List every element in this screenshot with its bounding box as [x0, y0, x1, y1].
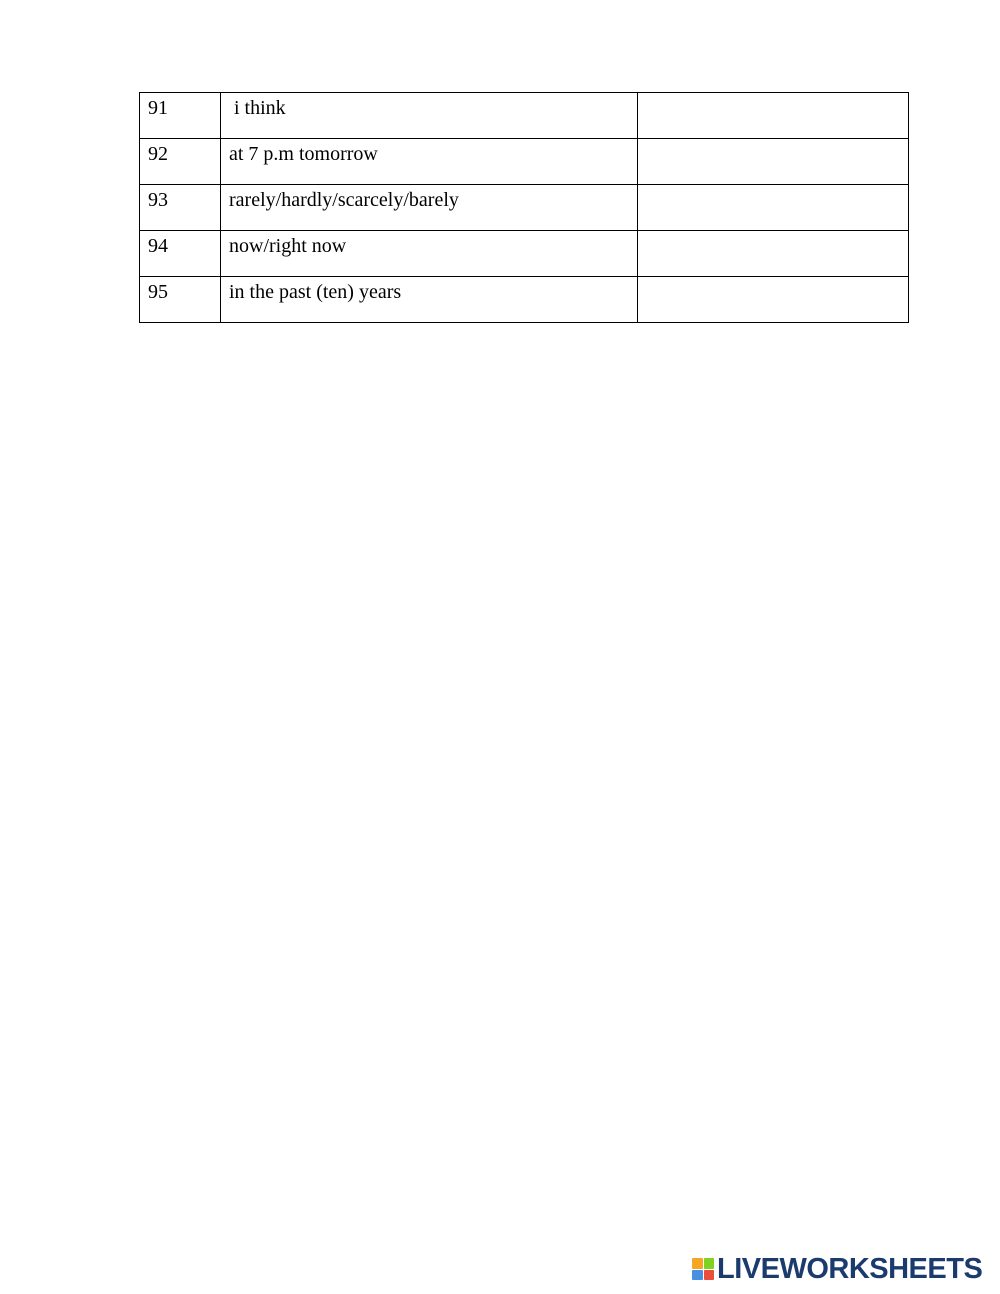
table-row — [140, 139, 909, 185]
logo-mark-square — [692, 1258, 703, 1269]
answer-cell[interactable] — [638, 231, 909, 277]
logo-mark-icon — [692, 1258, 714, 1280]
row-number: 93 — [140, 185, 221, 231]
time-expression: i think — [221, 93, 638, 139]
answer-cell[interactable] — [638, 93, 909, 139]
logo-text: LIVEWORKSHEETS — [717, 1253, 983, 1285]
logo-mark-square — [692, 1270, 703, 1281]
row-number: 94 — [140, 231, 221, 277]
time-expression: at 7 p.m tomorrow — [221, 139, 638, 185]
table-row — [140, 277, 909, 323]
time-expression: in the past (ten) years — [221, 277, 638, 323]
table-row — [140, 185, 909, 231]
table-row — [140, 93, 909, 139]
time-expression: rarely/hardly/scarcely/barely — [221, 185, 638, 231]
answer-cell[interactable] — [638, 277, 909, 323]
row-number: 91 — [140, 93, 221, 139]
logo-mark-square — [704, 1258, 715, 1269]
table-row — [140, 231, 909, 277]
row-number: 92 — [140, 139, 221, 185]
logo-mark-square — [704, 1270, 715, 1281]
answer-cell[interactable] — [638, 185, 909, 231]
liveworksheets-logo — [692, 1255, 982, 1283]
time-expression: now/right now — [221, 231, 638, 277]
worksheet-table — [139, 92, 909, 323]
answer-cell[interactable] — [638, 139, 909, 185]
row-number: 95 — [140, 277, 221, 323]
